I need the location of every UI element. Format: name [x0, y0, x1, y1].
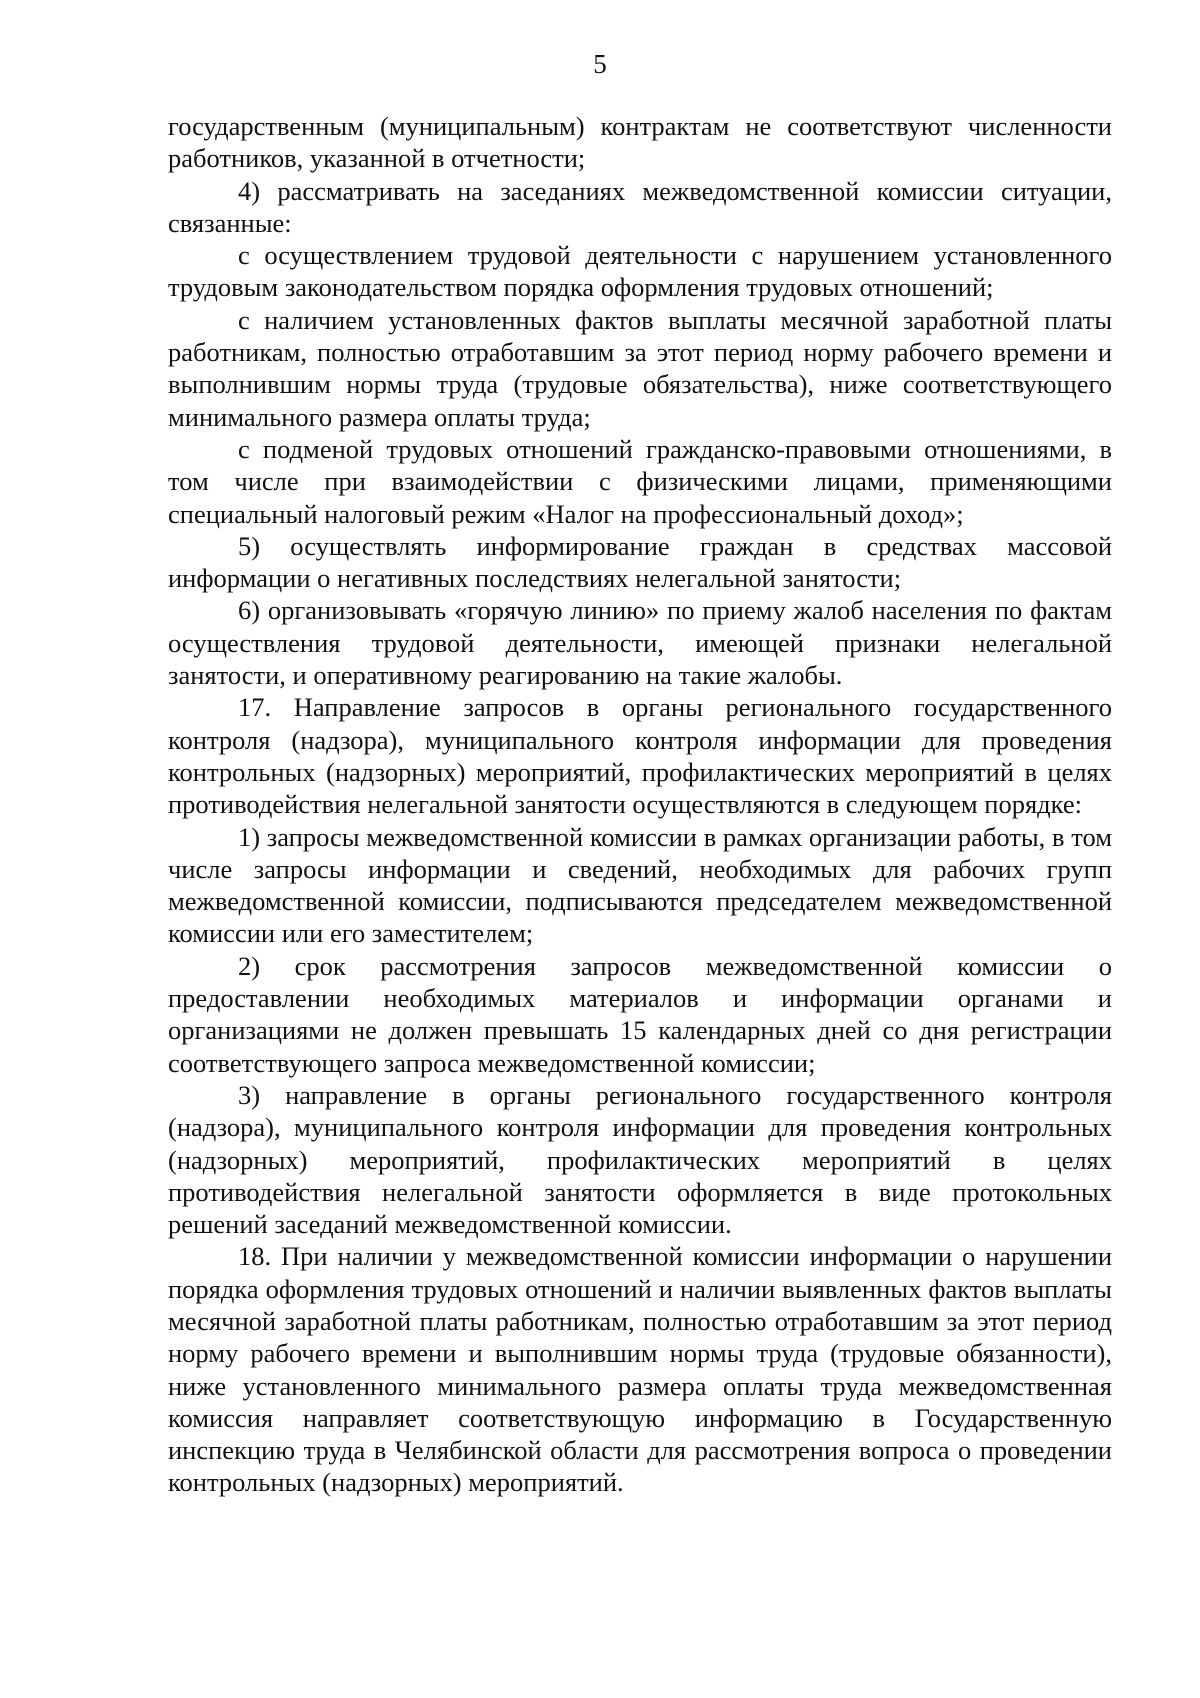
paragraph-subitem-labor-violation: с осуществлением трудовой деятельности с нарушением установленного трудовым законодательством порядка оформления трудовых отношений; [168, 240, 1112, 303]
paragraph-item-5: 5) осуществлять информирование граждан в средствах массовой информации о негативных последствиях нелегальной занятости; [168, 530, 1112, 594]
paragraph-section-17-item-1: 1) запросы межведомственной комиссии в рамках организации работы, в том числе запросы информации и сведений, необходимых для рабочих групп межведомственной комиссии, подписываются председателем межведомственной комиссии или его заместителем; [168, 821, 1112, 949]
paragraph-section-17-item-2: 2) срок рассмотрения запросов межведомственной комиссии о предоставлении необходимых материалов и информации органами и организациями не должен превышать 15 календарных дней со дня регистрации соответствующего запроса межведомственной комиссии; [168, 950, 1112, 1078]
paragraph-section-18: 18. При наличии у межведомственной комиссии информации о нарушении порядка оформления трудовых отношений и наличии выявленных фактов выплаты месячной заработной платы работникам, полностью отработавшим за этот период норму рабочего времени и выполнившим нормы труда (трудовые обязанности), ниже установленного минимального размера оплаты труда межведомственная комиссия направляет соответствующую информацию в Государственную инспекцию труда в Челябинской области для рассмотрения вопроса о проведении контрольных (надзорных) мероприятий. [168, 1241, 1112, 1498]
paragraph-section-17-item-3: 3) направление в органы регионального государственного контроля (надзора), муниципального контроля информации для проведения контрольных (надзорных) мероприятий, профилактических мероприятий в целях противодействия нелегальной занятости оформляется в виде протокольных решений заседаний межведомственной комиссии. [168, 1079, 1112, 1240]
paragraph-continuation: государственным (муниципальным) контрактам не соответствуют численности работников, указанной в отчетности; [168, 111, 1112, 174]
page-number: 5 [593, 49, 607, 79]
paragraph-subitem-low-wage: с наличием установленных фактов выплаты месячной заработной платы работникам, полностью отработавшим за этот период норму рабочего времени и выполнившим нормы труда (трудовые обязательства), ниже соответствующего минимального размера оплаты труда; [168, 304, 1112, 432]
document-body [168, 110, 1112, 1499]
paragraph-item-4: 4) рассматривать на заседаниях межведомственной комиссии ситуации, связанные: [168, 175, 1112, 238]
paragraph-section-17: 17. Направление запросов в органы регионального государственного контроля (надзора), муниципального контроля информации для проведения контрольных (надзорных) мероприятий, профилактических мероприятий в целях противодействия нелегальной занятости осуществляются в следующем порядке: [168, 692, 1112, 820]
paragraph-item-6: 6) организовывать «горячую линию» по приему жалоб населения по фактам осуществления трудовой деятельности, имеющей признаки нелегальной занятости, и оперативному реагированию на такие жалобы. [168, 595, 1112, 691]
paragraph-subitem-civil-contracts: с подменой трудовых отношений гражданско-правовыми отношениями, в том числе при взаимодействии с физическими лицами, применяющими специальный налоговый режим «Налог на профессиональный доход»; [168, 433, 1112, 529]
